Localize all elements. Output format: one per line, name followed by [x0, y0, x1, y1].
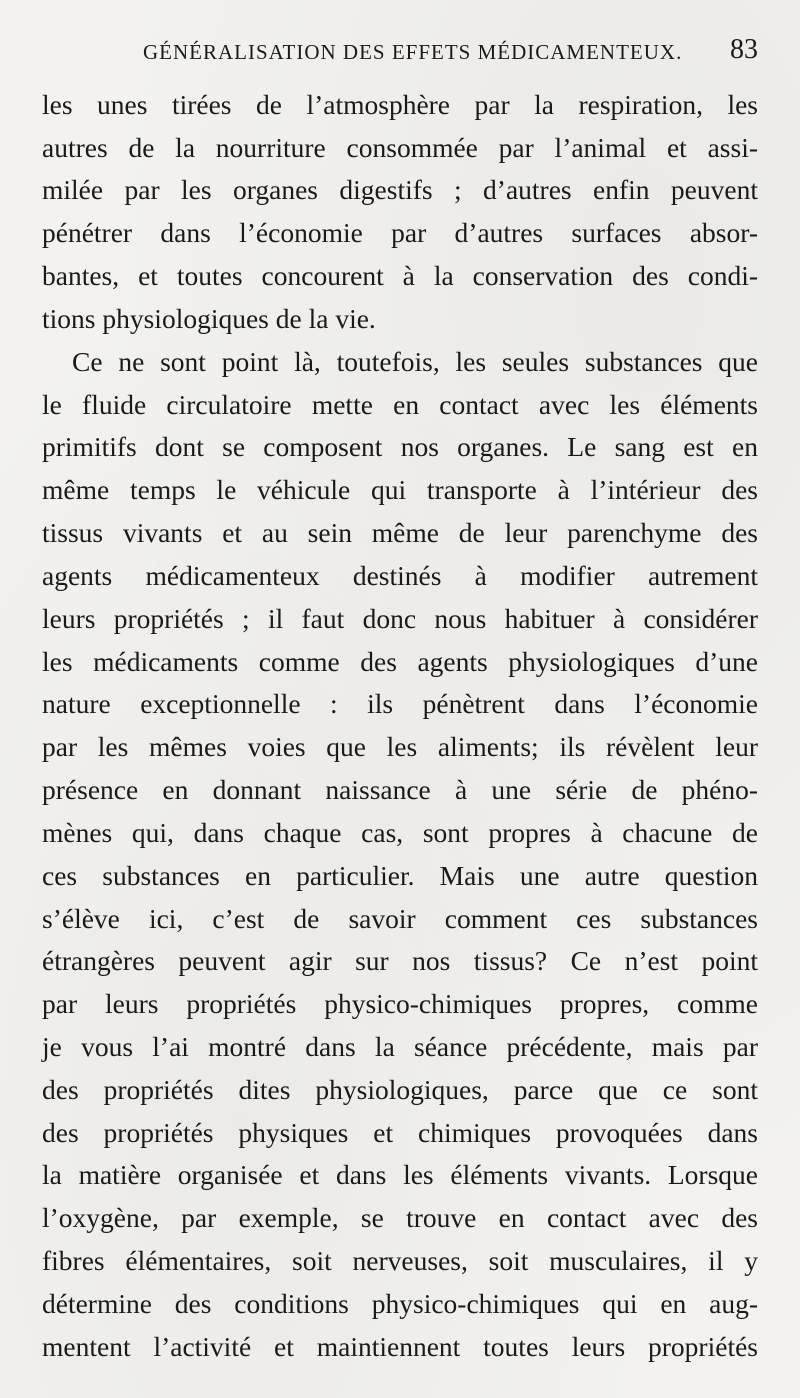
text-line: fibres élémentaires, soit nerveuses, soit musculaires, il y	[42, 1245, 758, 1276]
text-line: s’élève ici, c’est de savoir comment ces substances	[42, 903, 758, 934]
text-line: pénétrer dans l’économie par d’autres surfaces absor-	[42, 217, 758, 248]
text-line: bantes, et toutes concourent à la conservation des condi-	[42, 260, 758, 291]
text-line: les unes tirées de l’atmosphère par la respiration, les	[42, 89, 758, 120]
text-line: mènes qui, dans chaque cas, sont propres à chacune de	[42, 817, 758, 848]
text-line: détermine des conditions physico-chimiques qui en aug-	[42, 1288, 758, 1319]
text-line: par leurs propriétés physico-chimiques propres, comme	[42, 988, 758, 1019]
text-line: leurs propriétés ; il faut donc nous habituer à considérer	[42, 603, 758, 634]
running-title: GÉNÉRALISATION DES EFFETS MÉDICAMENTEUX.	[143, 40, 683, 64]
text-line: mentent l’activité et maintiennent toutes leurs propriétés	[42, 1331, 758, 1362]
text-line: tions physiologiques de la vie.	[42, 303, 376, 334]
page-number: 83	[730, 34, 758, 65]
text-line: des propriétés dites physiologiques, parce que ce sont	[42, 1074, 758, 1105]
text-line: autres de la nourriture consommée par l’animal et assi-	[42, 132, 758, 163]
text-line: des propriétés physiques et chimiques provoquées dans	[42, 1117, 758, 1148]
text-line: les médicaments comme des agents physiologiques d’une	[42, 646, 758, 677]
text-line: par les mêmes voies que les aliments; ils révèlent leur	[42, 731, 758, 762]
text-line: nature exceptionnelle : ils pénètrent dans l’économie	[42, 688, 758, 719]
text-line: la matière organisée et dans les éléments vivants. Lorsque	[42, 1159, 758, 1190]
text-line: primitifs dont se composent nos organes. Le sang est en	[42, 431, 758, 462]
text-line: même temps le véhicule qui transporte à l’intérieur des	[42, 474, 758, 505]
text-line: étrangères peuvent agir sur nos tissus? Ce n’est point	[42, 945, 758, 976]
text-line: l’oxygène, par exemple, se trouve en contact avec des	[42, 1202, 758, 1233]
page-header	[143, 30, 758, 78]
text-line: tissus vivants et au sein même de leur parenchyme des	[42, 517, 758, 548]
text-line: je vous l’ai montré dans la séance précédente, mais par	[42, 1031, 758, 1062]
text-line: Ce ne sont point là, toutefois, les seules substances que	[72, 346, 758, 377]
text-line: agents médicamenteux destinés à modifier autrement	[42, 560, 758, 591]
text-line: ces substances en particulier. Mais une autre question	[42, 860, 758, 891]
text-line: le fluide circulatoire mette en contact avec les éléments	[42, 389, 758, 420]
text-line: milée par les organes digestifs ; d’autres enfin peuvent	[42, 174, 758, 205]
text-line: présence en donnant naissance à une série de phéno-	[42, 774, 758, 805]
